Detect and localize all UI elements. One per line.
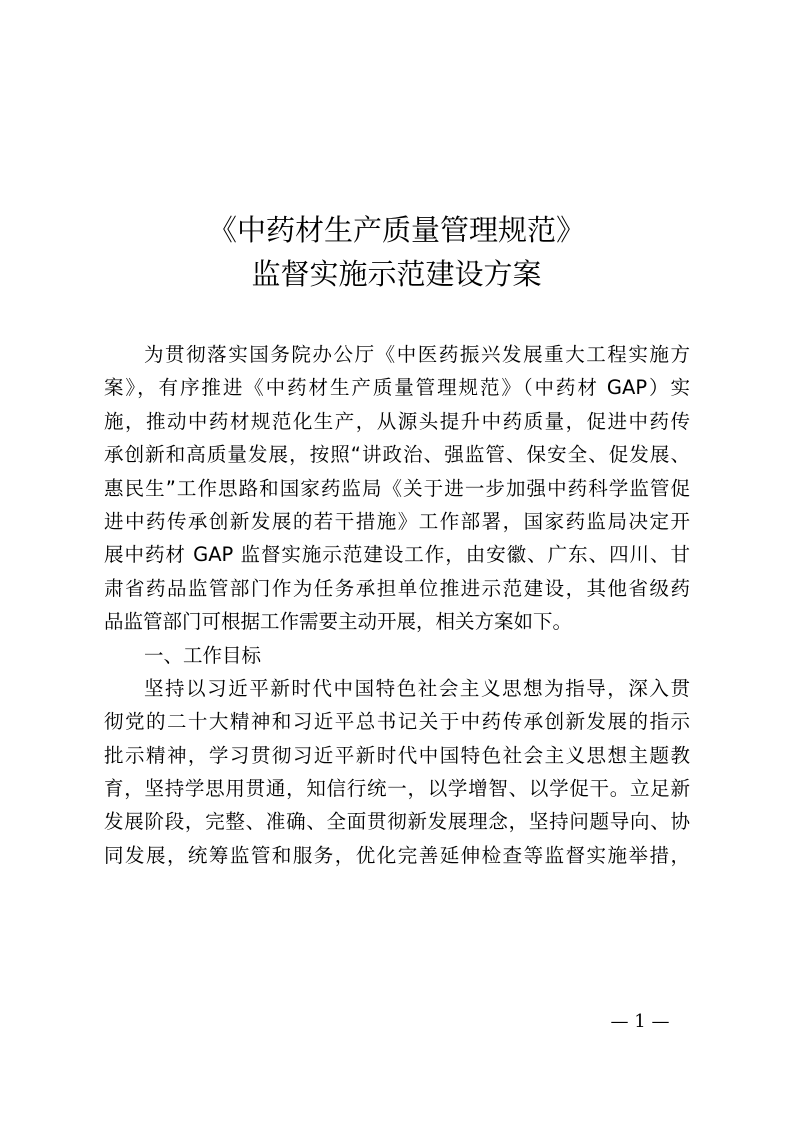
- paragraph-goals: [104, 672, 690, 872]
- paragraph-line: 肃省药品监管部门作为任务承担单位推进示范建设，其他省级药: [104, 576, 690, 600]
- paragraph-line: 惠民生”工作思路和国家药监局《关于进一步加强中药科学监管促: [104, 476, 690, 500]
- paragraph-line: 发展阶段，完整、准确、全面贯彻新发展理念，坚持问题导向、协: [104, 810, 690, 834]
- paragraph-line: 承创新和高质量发展，按照“讲政治、强监管、保安全、促发展、: [104, 443, 690, 467]
- paragraph-line: 同发展，统筹监管和服务，优化完善延伸检查等监督实施举措，: [104, 843, 690, 867]
- page-number: — 1 —: [610, 1011, 670, 1032]
- paragraph-line: 施，推动中药材规范化生产，从源头提升中药质量，促进中药传: [104, 409, 690, 433]
- paragraph-line: 批示精神，学习贯彻习近平新时代中国特色社会主义思想主题教: [104, 743, 690, 767]
- paragraph-line: 品监管部门可根据工作需要主动开展，相关方案如下。: [104, 610, 573, 634]
- paragraph-line: 为贯彻落实国务院办公厅《中医药振兴发展重大工程实施方: [144, 343, 690, 366]
- paragraph-line: 展中药材 GAP 监督实施示范建设工作，由安徽、广东、四川、甘: [104, 543, 690, 567]
- section-heading: 一、工作目标: [144, 643, 262, 667]
- paragraph-line: 坚持以习近平新时代中国特色社会主义思想为指导，深入贯: [144, 676, 690, 700]
- document-body: [104, 338, 690, 872]
- paragraph-line: 彻党的二十大精神和习近平总书记关于中药传承创新发展的指示: [104, 710, 690, 734]
- paragraph-line: 育，坚持学思用贯通，知信行统一，以学增智、以学促干。立足新: [104, 777, 690, 801]
- paragraph-intro: [104, 338, 690, 639]
- document-title-line-1: 《中药材生产质量管理规范》: [207, 213, 585, 247]
- paragraph-line: 进中药传承创新发展的若干措施》工作部署，国家药监局决定开: [104, 509, 690, 533]
- document-title-line-2: 监督实施示范建设方案: [251, 257, 542, 291]
- paragraph-line: 案》，有序推进《中药材生产质量管理规范》（中药材 GAP）实: [104, 376, 690, 400]
